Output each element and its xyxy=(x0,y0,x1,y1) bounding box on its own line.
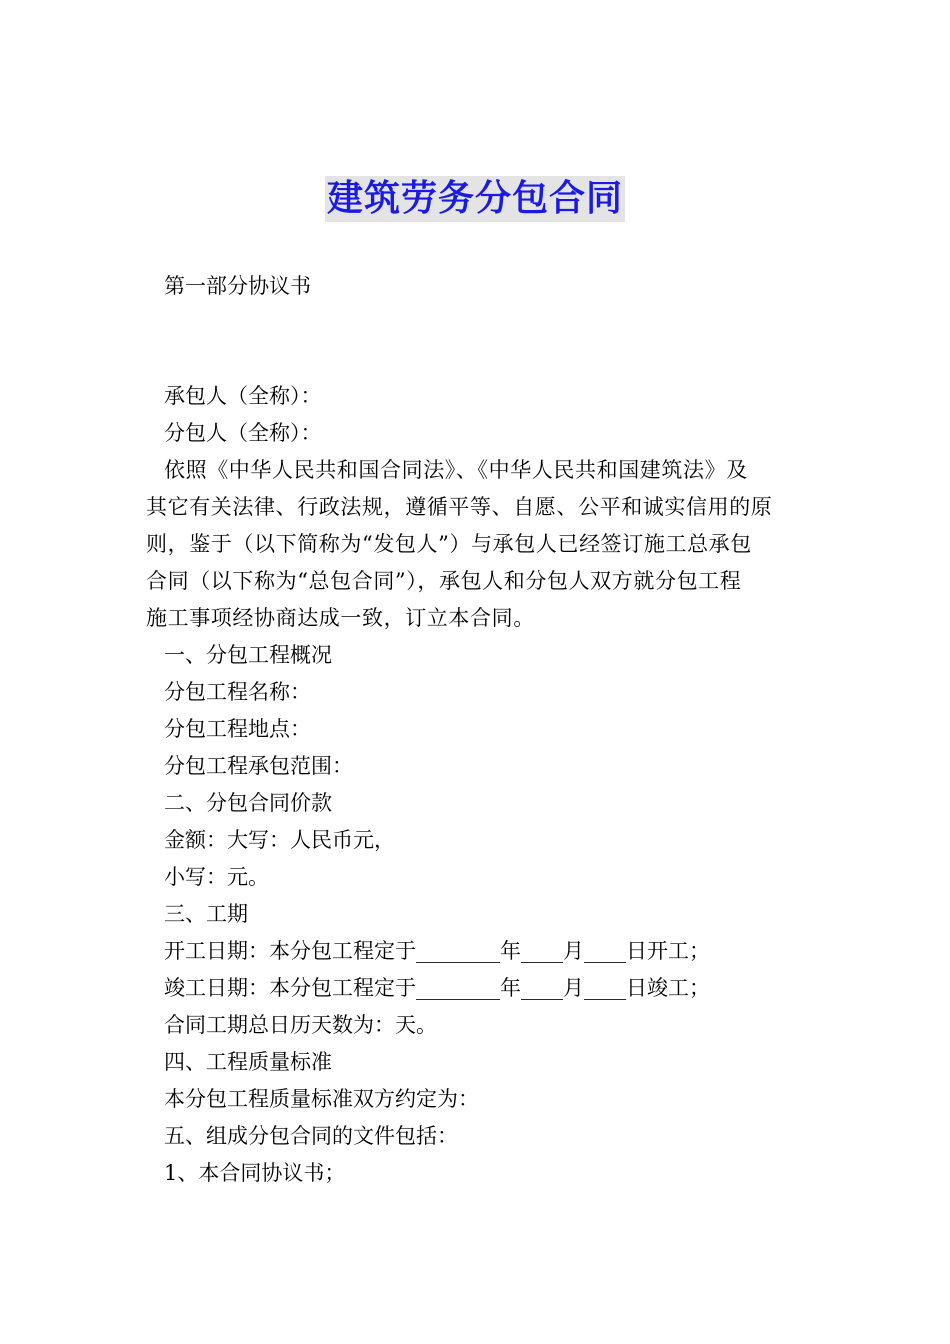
intro-paragraph-line: 依照《中华人民共和国合同法》、《中华人民共和国建筑法》及 xyxy=(164,458,748,482)
section-heading-documents: 五、组成分包合同的文件包括： xyxy=(164,1124,458,1148)
title-container xyxy=(0,176,950,222)
part-heading: 第一部分协议书 xyxy=(164,274,311,298)
field-project-name: 分包工程名称： xyxy=(164,680,311,704)
section-heading-schedule: 三、工期 xyxy=(164,902,248,926)
field-amount-uppercase: 金额：大写：人民币元， xyxy=(164,828,395,852)
section-heading-quality: 四、工程质量标准 xyxy=(164,1050,332,1074)
field-start-date: 开工日期：本分包工程定于________年____月____日开工； xyxy=(164,939,710,963)
field-amount-lowercase: 小写：元。 xyxy=(164,865,269,889)
intro-paragraph-line: 合同（以下称为“总包合同”），承包人和分包人双方就分包工程 xyxy=(146,569,742,593)
contractor-line: 承包人（全称）： xyxy=(164,384,322,408)
subcontractor-line: 分包人（全称）： xyxy=(164,421,322,445)
field-total-days: 合同工期总日历天数为：天。 xyxy=(164,1013,437,1037)
field-project-scope: 分包工程承包范围： xyxy=(164,754,353,778)
intro-paragraph-line: 则，鉴于（以下简称为“发包人”）与承包人已经签订施工总承包 xyxy=(146,532,752,556)
intro-paragraph-line: 其它有关法律、行政法规，遵循平等、自愿、公平和诚实信用的原 xyxy=(146,495,773,519)
section-heading-overview: 一、分包工程概况 xyxy=(164,643,332,667)
intro-paragraph-line: 施工事项经协商达成一致，订立本合同。 xyxy=(146,606,535,630)
section-heading-price: 二、分包合同价款 xyxy=(164,791,332,815)
field-completion-date: 竣工日期：本分包工程定于________年____月____日竣工； xyxy=(164,976,710,1000)
document-title: 建筑劳务分包合同 xyxy=(325,176,625,222)
field-project-location: 分包工程地点： xyxy=(164,717,311,741)
document-list-item: 1、本合同协议书； xyxy=(164,1161,346,1185)
field-quality-standard: 本分包工程质量标准双方约定为： xyxy=(164,1087,479,1111)
